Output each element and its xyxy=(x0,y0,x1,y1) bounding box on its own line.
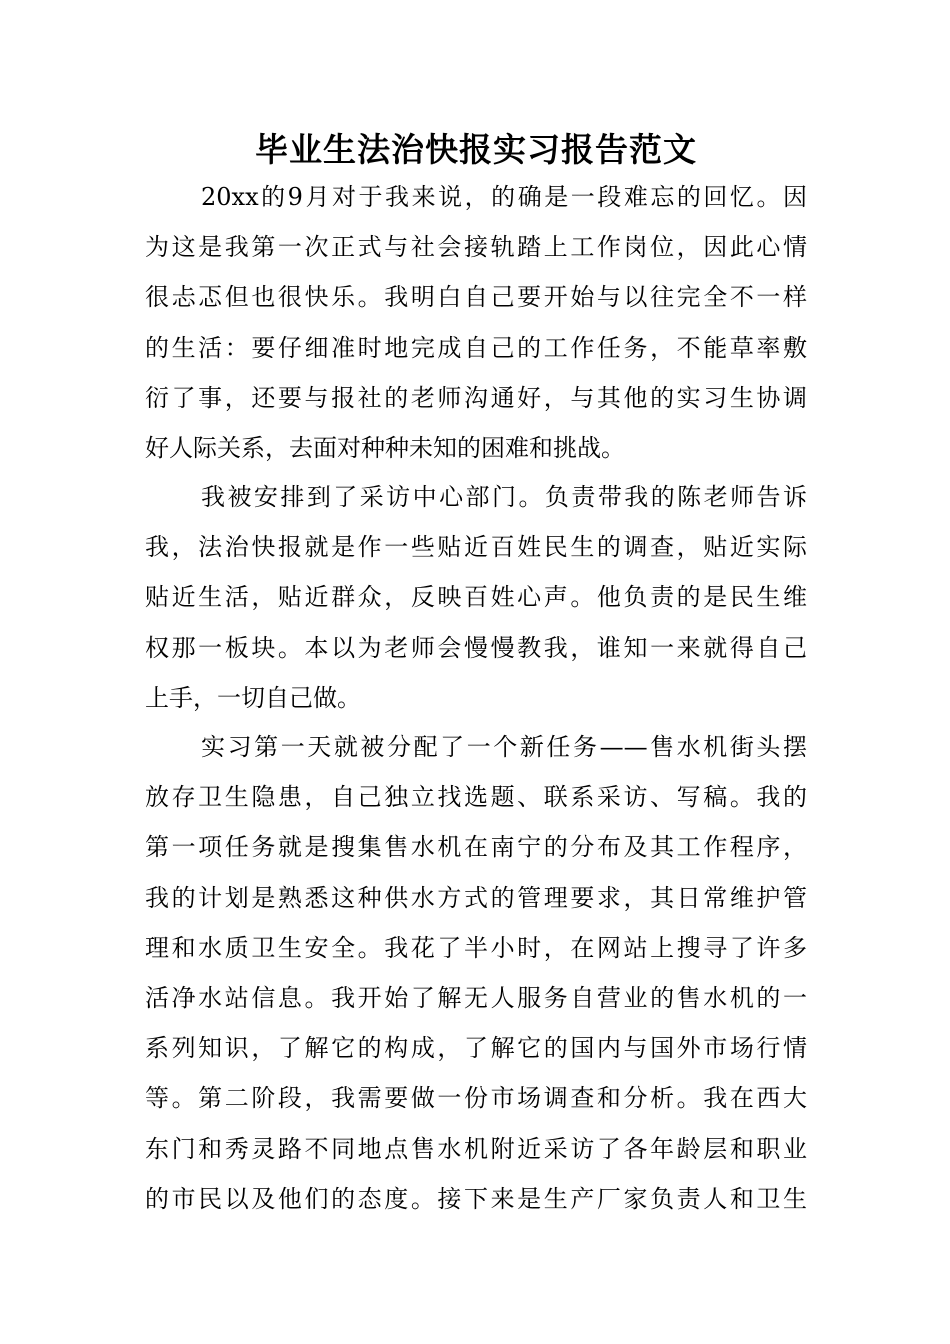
paragraph-line: 20xx的9月对于我来说，的确是一段难忘的回忆。因 xyxy=(201,183,807,211)
paragraph-line: 实习第一天就被分配了一个新任务——售水机街头摆 xyxy=(201,733,807,761)
paragraph-line: 东门和秀灵路不同地点售水机附近采访了各年龄层和职业 xyxy=(145,1134,807,1163)
paragraph-line: 我被安排到了采访中心部门。负责带我的陈老师告诉 xyxy=(201,483,807,511)
document-page xyxy=(145,0,807,1344)
paragraph-line: 很忐忑但也很快乐。我明白自己要开始与以往完全不一样 xyxy=(145,283,807,312)
paragraph-line: 活净水站信息。我开始了解无人服务自营业的售水机的一 xyxy=(145,983,807,1012)
paragraph-line: 权那一板块。本以为老师会慢慢教我，谁知一来就得自己 xyxy=(145,633,807,662)
document-title: 毕业生法治快报实习报告范文 xyxy=(255,130,697,169)
paragraph-line: 我的计划是熟悉这种供水方式的管理要求，其日常维护管 xyxy=(145,883,807,912)
paragraph-line: 我，法治快报就是作一些贴近百姓民生的调查，贴近实际 xyxy=(145,533,807,562)
paragraph-line: 上手，一切自己做。 xyxy=(145,683,361,712)
paragraph-line: 系列知识，了解它的构成，了解它的国内与国外市场行情 xyxy=(145,1034,807,1063)
paragraph-line: 等。第二阶段，我需要做一份市场调查和分析。我在西大 xyxy=(145,1084,807,1113)
paragraph-line: 好人际关系，去面对种种未知的困难和挑战。 xyxy=(145,433,625,462)
paragraph-line: 理和水质卫生安全。我花了半小时，在网站上搜寻了许多 xyxy=(145,933,807,962)
paragraph-line: 衍了事，还要与报社的老师沟通好，与其他的实习生协调 xyxy=(145,383,807,412)
paragraph-line: 的市民以及他们的态度。接下来是生产厂家负责人和卫生 xyxy=(145,1184,807,1213)
paragraph-3 xyxy=(145,722,807,1224)
paragraph-line: 第一项任务就是搜集售水机在南宁的分布及其工作程序， xyxy=(145,833,807,862)
paragraph-2 xyxy=(145,472,807,723)
paragraph-line: 的生活：要仔细准时地完成自己的工作任务，不能草率敷 xyxy=(145,333,807,362)
paragraph-line: 贴近生活，贴近群众，反映百姓心声。他负责的是民生维 xyxy=(145,583,807,612)
paragraph-1 xyxy=(145,172,807,473)
paragraph-line: 放存卫生隐患，自己独立找选题、联系采访、写稿。我的 xyxy=(145,783,807,812)
paragraph-line: 为这是我第一次正式与社会接轨踏上工作岗位，因此心情 xyxy=(145,233,807,262)
